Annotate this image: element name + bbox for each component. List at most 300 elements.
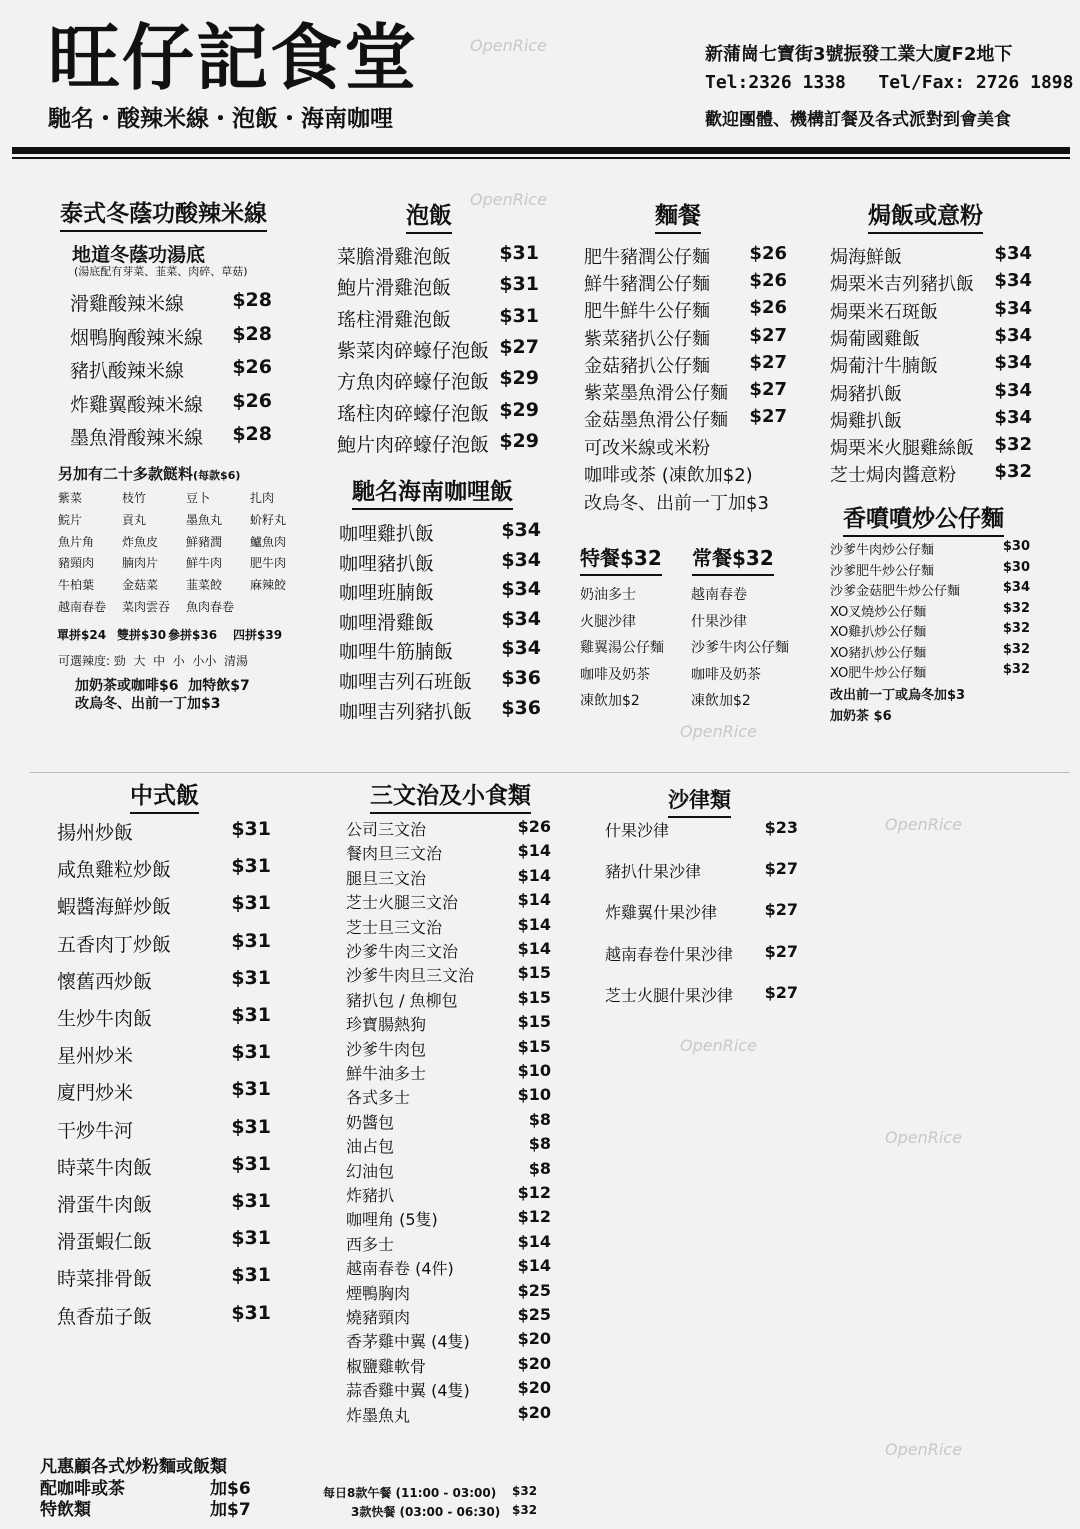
menu-item xyxy=(70,390,272,417)
menu-item xyxy=(830,461,1032,487)
menu-item-price: $31 xyxy=(231,929,271,952)
menu-item xyxy=(346,939,551,962)
set-item: 凍飲加$2 xyxy=(580,693,640,709)
menu-item-price: $27 xyxy=(499,335,539,358)
menu-item xyxy=(346,866,551,889)
menu-item xyxy=(346,1329,551,1352)
menu-item-price: $27 xyxy=(764,941,798,961)
footer-price-3: 加$7 xyxy=(210,1500,251,1520)
menu-item xyxy=(57,892,271,919)
menu-item-price: $36 xyxy=(501,696,541,719)
menu-item-price: $32 xyxy=(1002,621,1030,636)
menu-item-price: $25 xyxy=(517,1305,551,1324)
menu-item xyxy=(339,578,541,605)
menu-item-price: $31 xyxy=(231,1041,271,1064)
menu-item xyxy=(346,890,551,913)
menu-item-name: 焗豬扒飯 xyxy=(830,383,902,405)
header-divider-thin xyxy=(12,157,1070,159)
menu-item xyxy=(830,243,1032,269)
menu-item xyxy=(346,1061,551,1084)
menu-item-price: $14 xyxy=(517,890,551,910)
menu-item-price: $27 xyxy=(764,900,798,920)
menu-item-name: 咖哩雞扒飯 xyxy=(339,523,435,545)
fast-note: 3款快餐 (03:00 - 06:30) xyxy=(351,1505,501,1519)
menu-item-name: 焗栗米吉列豬扒飯 xyxy=(830,274,974,296)
topping-item: 鮮豬潤 xyxy=(186,534,223,549)
menu-item-name: 紫菜墨魚滑公仔麵 xyxy=(584,383,728,404)
restaurant-name: 旺仔記食堂 xyxy=(48,16,419,100)
menu-item xyxy=(346,1134,551,1157)
topping-item: 菜肉雲吞 xyxy=(122,600,171,614)
topping-item: 肥牛肉 xyxy=(250,556,287,571)
menu-item-price: $10 xyxy=(517,1061,551,1080)
menu-item-price: $14 xyxy=(517,939,551,958)
menu-item xyxy=(346,1159,551,1182)
topping-item: 枝竹 xyxy=(122,491,147,505)
topping-item: 牛柏葉 xyxy=(58,578,95,593)
menu-item-price: $31 xyxy=(231,855,271,878)
menu-item xyxy=(830,642,1030,661)
menu-item-price: $14 xyxy=(517,865,551,885)
menu-item-name: 幻油包 xyxy=(346,1161,395,1181)
topping-item: 貢丸 xyxy=(122,512,147,527)
menu-item-name: 星州炒米 xyxy=(57,1045,134,1068)
menu-item-name: 椒鹽雞軟骨 xyxy=(346,1356,427,1376)
menu-item-price: $34 xyxy=(501,519,541,541)
menu-item-name: 什果沙律 xyxy=(605,821,670,840)
menu-item-name: 餐肉旦三文治 xyxy=(346,844,443,864)
menu-item-name: 鮮牛豬潤公仔麵 xyxy=(584,274,710,296)
menu-item-price: $28 xyxy=(232,322,272,345)
menu-item-price: $15 xyxy=(517,1036,551,1056)
set-item: 凍飲加$2 xyxy=(691,693,751,709)
menu-item-price: $31 xyxy=(499,242,539,264)
menu-item-name: 蒜香雞中翼 (4隻) xyxy=(346,1381,470,1401)
menu-item xyxy=(605,818,798,841)
menu-item-price: $31 xyxy=(231,1190,271,1212)
menu-item-name: 珍寶腸熱狗 xyxy=(346,1015,427,1035)
set-item: 咖啡及奶茶 xyxy=(580,666,650,683)
menu-item-price: $14 xyxy=(517,841,551,861)
menu-item-name: 生炒牛肉飯 xyxy=(57,1008,153,1030)
menu-item-name: 芝士旦三文治 xyxy=(346,917,443,937)
menu-item xyxy=(605,942,798,965)
lunch-price: $32 xyxy=(512,1484,538,1498)
menu-item-name: 金菇豬扒公仔麵 xyxy=(584,355,710,377)
header-divider xyxy=(12,147,1070,154)
menu-item-price: $31 xyxy=(231,1264,271,1287)
menu-item xyxy=(830,621,1030,640)
menu-item-name: 油占包 xyxy=(346,1137,395,1157)
menu-item-name: 炸豬扒 xyxy=(346,1186,395,1205)
menu-item-price: $27 xyxy=(749,324,787,346)
menu-item-name: 煙鴨胸肉 xyxy=(346,1283,411,1303)
menu-item xyxy=(830,325,1032,351)
menu-item-name: 沙爹肥牛炒公仔麵 xyxy=(830,563,935,579)
menu-item-price: $26 xyxy=(749,243,787,264)
menu-item-price: $31 xyxy=(231,1115,271,1138)
menu-item-name: 焗海鮮飯 xyxy=(830,247,902,268)
topping-item: 腩肉片 xyxy=(122,556,159,571)
menu-item-name: 焗葡國雞飯 xyxy=(830,328,920,350)
menu-item xyxy=(830,434,1032,460)
menu-item xyxy=(346,1183,551,1206)
menu-item xyxy=(337,336,539,363)
menu-item-price: $34 xyxy=(994,379,1032,401)
menu-item xyxy=(346,1378,551,1401)
welcome-note: 歡迎團體、機構訂餐及各式派對到會美食 xyxy=(705,110,1011,130)
watermark: OpenRice xyxy=(885,1440,962,1459)
topping-item: 扎肉 xyxy=(250,491,275,505)
menu-item-price: $31 xyxy=(231,1004,271,1026)
section-title-noodles: 麵餐 xyxy=(655,202,701,234)
spicy-levels: 可選辣度: 勁 大 中 小 小小 清湯 xyxy=(58,654,249,668)
menu-item-price: $28 xyxy=(232,423,272,445)
menu-item xyxy=(830,270,1032,296)
menu-item-price: $34 xyxy=(501,548,541,571)
lunch-note: 每日8款午餐 (11:00 - 03:00) xyxy=(323,1486,497,1500)
menu-item-price: $20 xyxy=(517,1353,551,1373)
menu-item xyxy=(339,608,541,635)
menu-item-price: $12 xyxy=(517,1183,551,1202)
menu-item xyxy=(57,1004,271,1031)
menu-item-name: XO叉燒炒公仔麵 xyxy=(830,604,927,620)
menu-item xyxy=(346,1085,551,1108)
topping-item: 金菇菜 xyxy=(122,578,159,593)
menu-item-price: $27 xyxy=(749,351,787,373)
menu-item-name: 燒豬頸肉 xyxy=(346,1308,411,1327)
menu-item xyxy=(57,1116,271,1143)
menu-item-price: $8 xyxy=(528,1158,551,1178)
menu-item-name: 越南春卷 (4件) xyxy=(346,1259,454,1279)
menu-item-name: 各式多士 xyxy=(346,1088,411,1108)
menu-item-name: 豬扒包 / 魚柳包 xyxy=(346,990,458,1010)
menu-item-price: $20 xyxy=(517,1402,551,1422)
menu-item-price: $20 xyxy=(517,1378,551,1398)
topping-item: 蚧籽丸 xyxy=(250,512,287,527)
menu-item-price: $34 xyxy=(994,406,1032,428)
menu-item-price: $29 xyxy=(499,429,539,452)
menu-item-name: 時菜排骨飯 xyxy=(57,1268,153,1291)
fast-price: $32 xyxy=(512,1503,538,1517)
menu-item-name: 烟鴨胸酸辣米線 xyxy=(70,326,204,349)
menu-item-price: $27 xyxy=(764,859,798,879)
section-title-regular: 常餐$32 xyxy=(692,544,774,576)
set-item: 火腿沙律 xyxy=(580,613,636,630)
menu-item xyxy=(346,1305,551,1328)
watermark: OpenRice xyxy=(470,36,547,55)
menu-item-name: 方魚肉碎蠔仔泡飯 xyxy=(337,371,490,394)
menu-item-price: $15 xyxy=(517,1012,551,1032)
menu-item-price: $28 xyxy=(232,289,272,311)
menu-item-name: 揚州炒飯 xyxy=(57,822,134,844)
menu-item xyxy=(584,352,787,378)
menu-item xyxy=(57,1264,271,1291)
menu-item-price: $34 xyxy=(1002,580,1030,595)
section-title-baked: 焗飯或意粉 xyxy=(868,202,983,234)
topping-item: 炸魚皮 xyxy=(122,534,159,549)
menu-item xyxy=(605,859,798,882)
menu-item-price: $27 xyxy=(749,379,787,400)
menu-item xyxy=(57,818,271,845)
menu-item xyxy=(830,539,1030,558)
menu-item-name: 焗栗米石斑飯 xyxy=(830,301,938,323)
menu-item-name: 沙爹牛肉三文治 xyxy=(346,942,459,961)
menu-item-price: $34 xyxy=(501,578,541,601)
menu-item-price: $8 xyxy=(528,1109,551,1129)
menu-item-name: 沙爹牛肉炒公仔麵 xyxy=(830,543,935,558)
menu-item-name: 公司三文治 xyxy=(346,820,427,839)
menu-item-name: 咖哩牛筋腩飯 xyxy=(339,641,454,664)
menu-item-name: 芝士火腿什果沙律 xyxy=(605,985,734,1005)
watermark: OpenRice xyxy=(885,815,962,834)
menu-item xyxy=(337,430,539,457)
section-title-salad: 沙律類 xyxy=(668,786,731,818)
menu-item-price: $34 xyxy=(994,243,1032,264)
menu-item xyxy=(346,1012,551,1035)
menu-item xyxy=(346,1354,551,1377)
menu-item-price: $29 xyxy=(499,398,539,421)
set-item: 沙爹牛肉公仔麵 xyxy=(691,640,789,656)
extras-title xyxy=(58,463,240,484)
menu-item xyxy=(337,273,539,300)
menu-item-name: 沙爹牛肉旦三文治 xyxy=(346,966,475,986)
menu-item xyxy=(830,380,1032,406)
noodle-upgrade: 改烏冬、出前一丁加$3 xyxy=(75,696,221,712)
noodle-note-2: 咖啡或茶 (凍飲加$2) xyxy=(584,465,753,486)
menu-item-price: $34 xyxy=(501,607,541,630)
menu-item xyxy=(57,930,271,957)
menu-item-name: 鮮牛油多士 xyxy=(346,1064,427,1083)
menu-item-name: 鮑片滑雞泡飯 xyxy=(337,277,452,300)
menu-item xyxy=(339,697,541,724)
soup-base: 地道冬蔭功湯底 xyxy=(72,244,206,266)
menu-item-name: 奶醬包 xyxy=(346,1112,395,1132)
section-title-thai: 泰式冬蔭功酸辣米線 xyxy=(60,200,267,232)
menu-item xyxy=(830,407,1032,433)
fried-noodle-note-1: 改出前一丁或烏冬加$3 xyxy=(830,688,966,703)
soup-note: (湯底配有芽菜、韮菜、肉碎、草菇) xyxy=(74,265,248,278)
menu-item xyxy=(346,841,551,864)
set-item: 越南春卷 xyxy=(691,587,747,603)
menu-item-name: 五香肉丁炒飯 xyxy=(57,933,172,956)
menu-item-name: 焗葡汁牛腩飯 xyxy=(830,356,938,378)
menu-item xyxy=(57,1302,271,1329)
menu-item-price: $25 xyxy=(517,1280,551,1300)
topping-item: 麻辣餃 xyxy=(250,578,287,593)
menu-item-name: 肥牛豬潤公仔麵 xyxy=(584,247,710,268)
menu-item-price: $14 xyxy=(517,1231,551,1251)
menu-item-name: 魚香茄子飯 xyxy=(57,1305,153,1328)
menu-item-price: $31 xyxy=(499,273,539,296)
section-title-curry: 馳名海南咖哩飯 xyxy=(352,478,513,510)
menu-item-name: 時菜牛肉飯 xyxy=(57,1156,153,1179)
menu-item-name: 咖哩豬扒飯 xyxy=(339,552,435,575)
menu-item-name: 炸雞翼酸辣米線 xyxy=(70,393,204,416)
menu-item xyxy=(584,325,787,351)
menu-item-price: $26 xyxy=(749,270,787,292)
menu-item-name: 鮑片肉碎蠔仔泡飯 xyxy=(337,433,490,456)
menu-item xyxy=(57,1041,271,1068)
menu-item xyxy=(346,817,551,840)
menu-item-price: $34 xyxy=(994,297,1032,319)
footer-price-2: 加$6 xyxy=(210,1479,251,1499)
topping-item: 豆卜 xyxy=(186,491,211,505)
combo-price: 雙拼$30 xyxy=(117,628,167,642)
menu-item xyxy=(830,580,1030,599)
menu-item-price: $32 xyxy=(1002,641,1030,657)
topping-item: 鯇片 xyxy=(58,512,83,527)
menu-item xyxy=(830,352,1032,378)
menu-item-name: 瑤柱肉碎蠔仔泡飯 xyxy=(337,402,490,425)
menu-item-price: $32 xyxy=(994,461,1032,483)
topping-item: 鱸魚肉 xyxy=(250,534,287,549)
fried-noodle-note-2: 加奶茶 $6 xyxy=(830,709,892,724)
menu-item-price: $31 xyxy=(231,966,271,989)
menu-item-name: 滑蛋牛肉飯 xyxy=(57,1194,153,1216)
menu-item xyxy=(57,855,271,882)
section-title-sandwich: 三文治及小食類 xyxy=(370,782,531,814)
menu-item-price: $29 xyxy=(499,367,539,390)
menu-item xyxy=(339,549,541,576)
menu-item xyxy=(339,667,541,694)
address: 新蒲崗七寶街3號振發工業大廈F2地下 xyxy=(705,44,1013,65)
footer-note-2: 配咖啡或茶 xyxy=(40,1479,125,1499)
footer-note-1: 凡惠顧各式炒粉麵或飯類 xyxy=(40,1457,227,1477)
combo-price: 參拼$36 xyxy=(168,628,218,642)
menu-item-name: XO雞扒炒公仔麵 xyxy=(830,625,927,640)
menu-item-name: 沙爹牛肉包 xyxy=(346,1039,427,1059)
menu-item-name: 干炒牛河 xyxy=(57,1119,134,1142)
menu-item-name: 瑤柱滑雞泡飯 xyxy=(337,308,452,331)
section-divider xyxy=(30,772,1070,773)
menu-item-price: $12 xyxy=(517,1207,551,1227)
menu-item-name: 紫菜肉碎蠔仔泡飯 xyxy=(337,339,490,362)
menu-item-name: 墨魚滑酸辣米線 xyxy=(70,427,204,449)
menu-item-price: $15 xyxy=(517,963,551,983)
menu-item-name: 咖哩滑雞飯 xyxy=(339,611,435,634)
menu-item xyxy=(57,967,271,994)
menu-item xyxy=(57,1078,271,1105)
menu-item-name: 咖哩吉列石班飯 xyxy=(339,671,473,693)
menu-item-price: $31 xyxy=(231,1301,271,1324)
menu-item xyxy=(584,297,787,323)
menu-item xyxy=(346,1037,551,1060)
watermark: OpenRice xyxy=(470,190,547,209)
menu-item xyxy=(339,637,541,664)
menu-item-price: $20 xyxy=(517,1329,551,1349)
menu-item xyxy=(70,423,272,450)
menu-item-name: 咖哩吉列豬扒飯 xyxy=(339,700,473,723)
section-title-fried-noodle: 香噴噴炒公仔麵 xyxy=(843,505,1004,537)
menu-item-price: $27 xyxy=(764,982,798,1002)
menu-item xyxy=(605,900,798,923)
menu-item-price: $23 xyxy=(764,818,798,837)
topping-item: 紫菜 xyxy=(58,491,83,505)
menu-item-price: $31 xyxy=(231,818,271,840)
menu-item xyxy=(57,1190,271,1217)
menu-item xyxy=(346,1110,551,1133)
menu-item-price: $26 xyxy=(232,389,272,412)
menu-item xyxy=(57,1227,271,1254)
menu-item-name: 紫菜豬扒公仔麵 xyxy=(584,328,710,350)
menu-item-name: 炸墨魚丸 xyxy=(346,1405,411,1425)
menu-item-name: 沙爹金菇肥牛炒公仔麵 xyxy=(830,584,961,599)
extras-note: (每款$6) xyxy=(193,469,241,482)
menu-item-price: $30 xyxy=(1002,559,1030,575)
menu-item xyxy=(584,243,787,269)
menu-item xyxy=(337,242,539,269)
menu-item xyxy=(70,323,272,350)
menu-item-price: $14 xyxy=(517,1256,551,1276)
menu-item-name: 滑蛋蝦仁飯 xyxy=(57,1231,153,1254)
menu-item-name: 廈門炒米 xyxy=(57,1082,134,1105)
menu-item-price: $32 xyxy=(994,434,1032,456)
menu-item xyxy=(346,1403,551,1426)
menu-item-price: $26 xyxy=(232,356,272,378)
menu-item-name: 菜膽滑雞泡飯 xyxy=(337,246,452,268)
menu-item xyxy=(346,1281,551,1304)
watermark: OpenRice xyxy=(885,1128,962,1147)
menu-item-price: $31 xyxy=(231,1227,271,1250)
menu-item xyxy=(337,305,539,332)
menu-item-price: $34 xyxy=(994,352,1032,374)
footer-note-3: 特飲類 xyxy=(40,1500,91,1520)
menu-item-price: $31 xyxy=(231,1152,271,1175)
topping-item: 墨魚丸 xyxy=(186,512,223,527)
topping-item: 鮮牛肉 xyxy=(186,556,223,571)
section-title-special: 特餐$32 xyxy=(580,544,662,576)
menu-item-name: 懷舊西炒飯 xyxy=(57,970,153,993)
menu-item xyxy=(584,379,787,405)
menu-item-name: 咖哩班腩飯 xyxy=(339,582,435,605)
menu-item-name: 滑雞酸辣米線 xyxy=(70,293,185,315)
menu-item-price: $36 xyxy=(501,667,541,689)
menu-item-price: $32 xyxy=(1002,662,1030,677)
menu-item xyxy=(605,983,798,1006)
menu-item-name: 金菇墨魚滑公仔麵 xyxy=(584,410,728,432)
menu-item-price: $26 xyxy=(749,297,787,319)
topping-item: 豬頸肉 xyxy=(58,556,95,571)
menu-item-name: 豬扒什果沙律 xyxy=(605,862,702,882)
menu-item-price: $15 xyxy=(517,987,551,1007)
set-item: 什果沙律 xyxy=(691,613,747,630)
menu-item-price: $27 xyxy=(749,406,787,428)
section-title-paofan: 泡飯 xyxy=(406,202,452,234)
noodle-note-3: 改烏冬、出前一丁加$3 xyxy=(584,493,769,514)
menu-item-name: 肥牛鮮牛公仔麵 xyxy=(584,301,710,323)
combo-price: 四拼$39 xyxy=(233,628,283,642)
menu-item xyxy=(346,1256,551,1279)
menu-item-name: 蝦醬海鮮炒飯 xyxy=(57,896,172,919)
noodle-note-1: 可改米線或米粉 xyxy=(584,438,710,459)
extras-title-text: 另加有二十多款餸料 xyxy=(58,465,194,483)
menu-item xyxy=(584,406,787,432)
menu-item-price: $31 xyxy=(499,304,539,327)
menu-item-price: $8 xyxy=(528,1134,551,1154)
menu-item-name: 越南春卷什果沙律 xyxy=(605,944,734,964)
topping-item: 越南春卷 xyxy=(58,600,107,614)
set-item: 奶油多士 xyxy=(580,587,636,603)
menu-item-name: 芝士焗肉醬意粉 xyxy=(830,465,956,487)
combo-price: 單拼$24 xyxy=(57,628,107,642)
set-item: 雞翼湯公仔麵 xyxy=(580,640,664,656)
menu-item-price: $10 xyxy=(517,1085,551,1105)
menu-item xyxy=(57,1153,271,1180)
menu-item-name: XO肥牛炒公仔麵 xyxy=(830,666,927,681)
menu-item-price: $34 xyxy=(994,270,1032,292)
menu-item-name: 咖哩角 (5隻) xyxy=(346,1210,438,1230)
